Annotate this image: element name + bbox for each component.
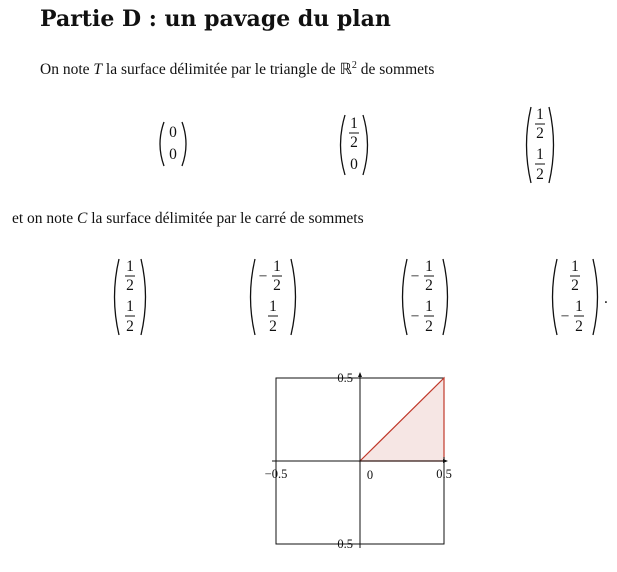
paragraph-triangle [40,60,434,79]
vertex-bottom-num: 1 [126,298,134,315]
origin-label: 0 [366,468,374,482]
var-C: C [77,210,88,227]
vertex-top-den: 2 [350,134,358,151]
set-R: ℝ [339,61,352,79]
vertex-bottom: 0 [169,146,177,163]
var-T: T [93,61,103,79]
triangle-vertex-1 [155,118,191,170]
vertex-top-num: 1 [536,106,544,123]
set-exponent: 2 [351,60,357,71]
vertex-top-num: 1 [425,258,433,275]
square-vertex-1 [110,256,150,338]
square-vertex-4 [548,256,602,338]
tick-label-y-bottom: −0.5 [330,537,353,551]
square-vertex-3 [398,256,452,338]
vertex-bottom-num: 1 [575,298,583,315]
vertex-top-num: 1 [126,258,134,275]
tick-label-x-right: 0.5 [436,467,452,481]
p2-before: et on note [12,210,77,227]
vertex-bottom-num: 1 [536,146,544,163]
vertex-top-num: 1 [273,258,281,275]
p1-before: On note [40,61,94,79]
tiling-figure [250,368,470,558]
vertex-bottom-den: 2 [536,166,544,183]
vertex-bottom-num: 1 [425,298,433,315]
sentence-period: . [604,290,608,307]
vertex-bottom-den: 2 [126,318,134,335]
square-vertex-2 [246,256,300,338]
vertex-top-den: 2 [425,277,433,294]
tick-label-y-top: 0.5 [337,371,353,385]
vertex-bottom: 0 [350,156,358,173]
vertex-top-den: 2 [571,277,579,294]
p1-after: de sommets [356,61,435,79]
p1-middle: la surface délimitée par le triangle de [102,61,340,79]
y-axis-arrow-icon [358,372,362,377]
vertex-top-den: 2 [126,277,134,294]
vertex-top-den: 2 [536,125,544,142]
minus-sign: − [560,308,570,325]
triangle-vertex-2 [336,112,372,178]
vertex-bottom-den: 2 [425,318,433,335]
minus-sign: − [410,308,420,325]
vertex-top-den: 2 [273,277,281,294]
section-title: Partie D : un pavage du plan [40,6,391,32]
triangle-shape [360,378,444,461]
paragraph-square [12,210,364,228]
vertex-bottom-num: 1 [269,298,277,315]
vertex-top-num: 1 [350,115,358,132]
minus-sign: − [410,268,420,285]
vertex-bottom-den: 2 [269,318,277,335]
p2-after: la surface délimitée par le carré de sommets [87,210,364,227]
vertex-top-num: 1 [571,258,579,275]
triangle-vertex-3 [522,104,558,186]
vertex-bottom-den: 2 [575,318,583,335]
vertex-top: 0 [169,124,177,141]
minus-sign: − [258,268,268,285]
tick-label-x-left: −0.5 [264,467,288,481]
